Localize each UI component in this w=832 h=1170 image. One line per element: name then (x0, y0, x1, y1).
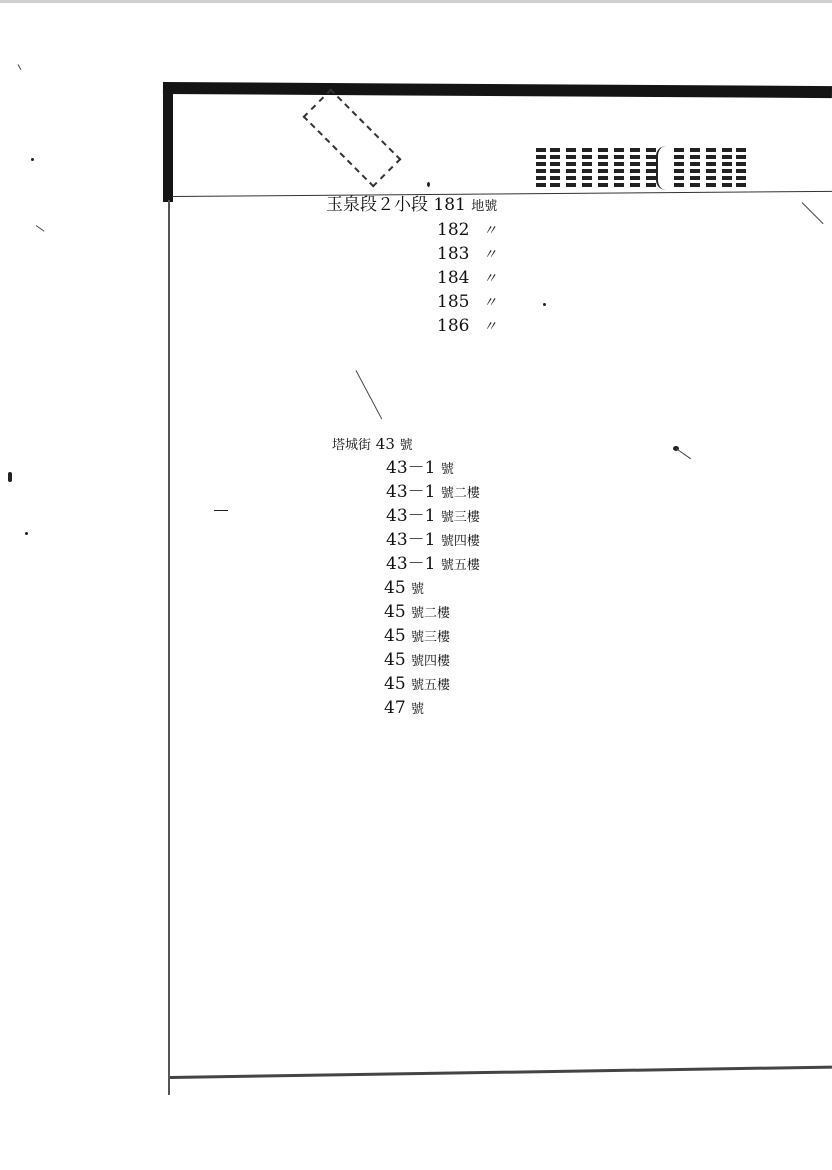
ditto-mark: 〃 (482, 295, 497, 311)
land-number: 185 (437, 292, 470, 312)
land-number: 181 (433, 195, 466, 215)
address-suffix: 號二樓 (440, 486, 480, 501)
address-row (386, 482, 480, 504)
address-suffix: 號五樓 (440, 558, 480, 573)
address-suffix: 號四樓 (411, 654, 451, 669)
address-number: 43－1 (386, 530, 436, 550)
scan-scratch (356, 370, 383, 419)
scan-top-strip (0, 0, 832, 3)
address-row (384, 650, 450, 672)
form-frame-left-border (163, 84, 173, 202)
vertical-header-notes (536, 148, 756, 192)
address-number: 45 (384, 602, 406, 622)
scan-dash (214, 510, 228, 511)
land-number: 182 (437, 220, 470, 240)
address-number: 43－1 (386, 458, 436, 478)
land-number: 186 (437, 316, 470, 336)
address-line-1 (332, 434, 413, 456)
scan-scratch (676, 448, 691, 459)
address-row (384, 602, 450, 624)
address-number: 43－1 (386, 482, 436, 502)
address-number: 43－1 (386, 506, 436, 526)
address-suffix: 號三樓 (411, 630, 451, 645)
ditto-mark: 〃 (482, 271, 497, 287)
address-row (386, 506, 480, 528)
address-suffix: 號 (411, 582, 425, 597)
land-suffix: 地號 (471, 199, 498, 214)
address-number: 45 (384, 626, 406, 646)
address-suffix: 號四樓 (440, 534, 480, 549)
land-number: 183 (437, 244, 470, 264)
street-name: 塔城街 (332, 438, 372, 453)
land-row (437, 220, 497, 241)
address-number: 43－1 (386, 554, 436, 574)
address-number: 45 (384, 650, 406, 670)
scan-scratch (18, 64, 22, 70)
land-section-label: 玉泉段２小段 (326, 195, 428, 215)
land-row (437, 316, 497, 337)
address-number: 47 (384, 698, 406, 718)
scan-scratch (802, 202, 824, 224)
form-frame-left-rule (168, 200, 170, 1095)
scan-speck (543, 303, 546, 306)
address-row (386, 554, 480, 576)
ditto-mark: 〃 (482, 223, 497, 239)
address-suffix: 號三樓 (440, 510, 480, 525)
address-row (384, 674, 450, 696)
address-row (386, 530, 480, 552)
ditto-mark: 〃 (482, 319, 497, 335)
address-number: 43 (375, 435, 395, 453)
address-row (384, 578, 424, 600)
scan-speck (25, 532, 28, 535)
address-number: 45 (384, 578, 406, 598)
land-row (437, 292, 497, 313)
address-row (386, 458, 454, 480)
scan-speck (427, 182, 430, 187)
form-frame-bottom-rule (170, 1066, 832, 1079)
land-line-1 (326, 195, 497, 217)
address-suffix: 號 (411, 702, 425, 717)
header-bracket (656, 146, 668, 190)
rubber-stamp (303, 89, 402, 188)
address-suffix: 號五樓 (411, 678, 451, 693)
land-number: 184 (437, 268, 470, 288)
address-suffix: 號 (399, 438, 413, 453)
address-row (384, 626, 450, 648)
form-frame-top-border (163, 82, 832, 98)
address-suffix: 號二樓 (411, 606, 451, 621)
scan-scratch (36, 225, 45, 232)
land-row (437, 268, 497, 289)
land-row (437, 244, 497, 265)
scan-speck (8, 472, 12, 482)
address-row (384, 698, 424, 720)
ditto-mark: 〃 (482, 247, 497, 263)
address-number: 45 (384, 674, 406, 694)
address-suffix: 號 (440, 462, 454, 477)
scan-speck (31, 158, 34, 161)
